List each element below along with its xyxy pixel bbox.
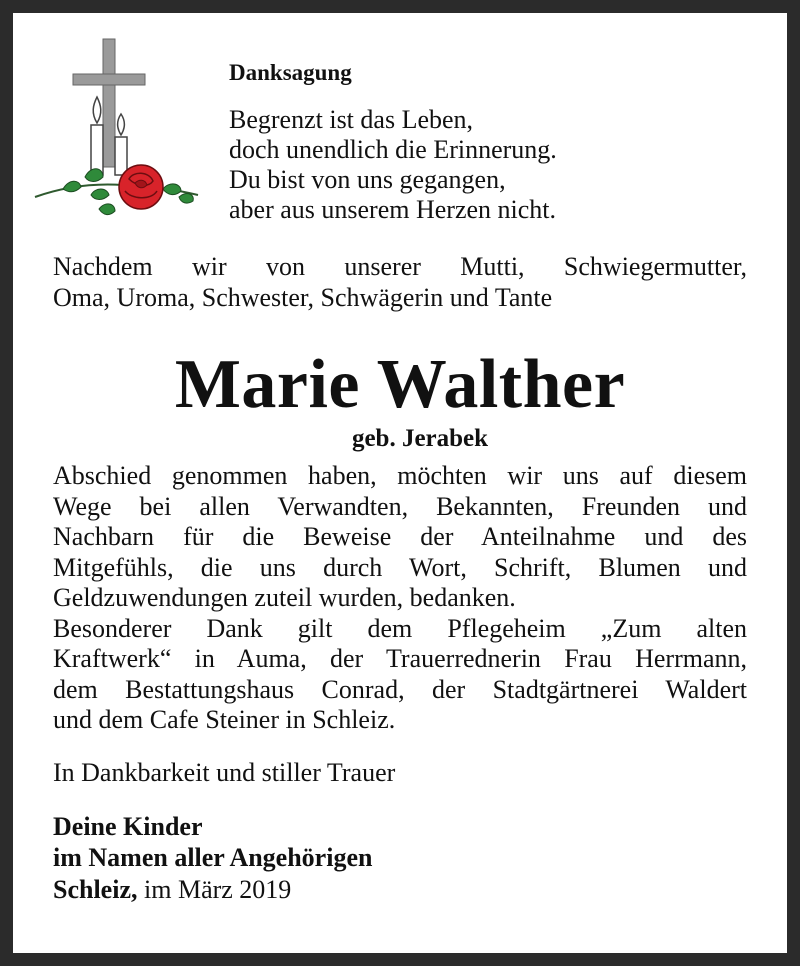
body-line: Geldzuwendungen zuteil wurden, bedanken.: [53, 583, 516, 612]
poem-line: Du bist von uns gegangen,: [229, 165, 506, 194]
signer-line: Deine Kinder: [53, 812, 203, 841]
poem-line: Begrenzt ist das Leben,: [229, 105, 474, 134]
body-line: Besonderer Dank gilt dem Pflegeheim „Zum alten: [53, 613, 747, 643]
cross-candles-rose-icon: [33, 37, 203, 222]
body-line: und dem Cafe Steiner in Schleiz.: [53, 705, 396, 734]
place: Schleiz,: [53, 875, 138, 904]
body-line: Nachbarn für die Beweise der Anteilnahme und des: [53, 522, 747, 551]
date: im März 2019: [137, 875, 292, 904]
signers-block: [53, 811, 747, 873]
place-date: [53, 875, 747, 905]
poem-line: doch unendlich die Erinnerung.: [229, 135, 557, 164]
notice-heading: Danksagung: [229, 60, 352, 85]
birth-name: geb. Jerabek: [351, 425, 489, 452]
deceased-name: Marie Walther: [174, 346, 626, 423]
body-line: Wege bei allen Verwandten, Bekannten, Freunden und: [53, 491, 747, 521]
signer-line: im Namen aller Angehörigen: [53, 843, 373, 872]
intro-line: Nachdem wir von unserer Mutti, Schwiegermutter,: [53, 252, 747, 281]
body-line: Abschied genommen haben, möchten wir uns auf diesem: [53, 461, 747, 490]
intro-line: Oma, Uroma, Schwester, Schwägerin und Tante: [53, 283, 553, 312]
body-line: dem Bestattungshaus Conrad, der Stadtgärtnerei Waldert: [53, 674, 747, 704]
closing-line: In Dankbarkeit und stiller Trauer: [53, 758, 396, 787]
obituary-card: [13, 13, 787, 953]
poem-block: [229, 59, 749, 225]
thanks-body: [53, 461, 747, 736]
body-line: Mitgefühls, die uns durch Wort, Schrift, Blumen und: [53, 552, 747, 582]
intro-text: [53, 251, 747, 313]
poem-line: aber aus unserem Herzen nicht.: [229, 195, 557, 224]
body-line: Kraftwerk“ in Auma, der Trauerrednerin Frau Herrmann,: [53, 644, 747, 673]
